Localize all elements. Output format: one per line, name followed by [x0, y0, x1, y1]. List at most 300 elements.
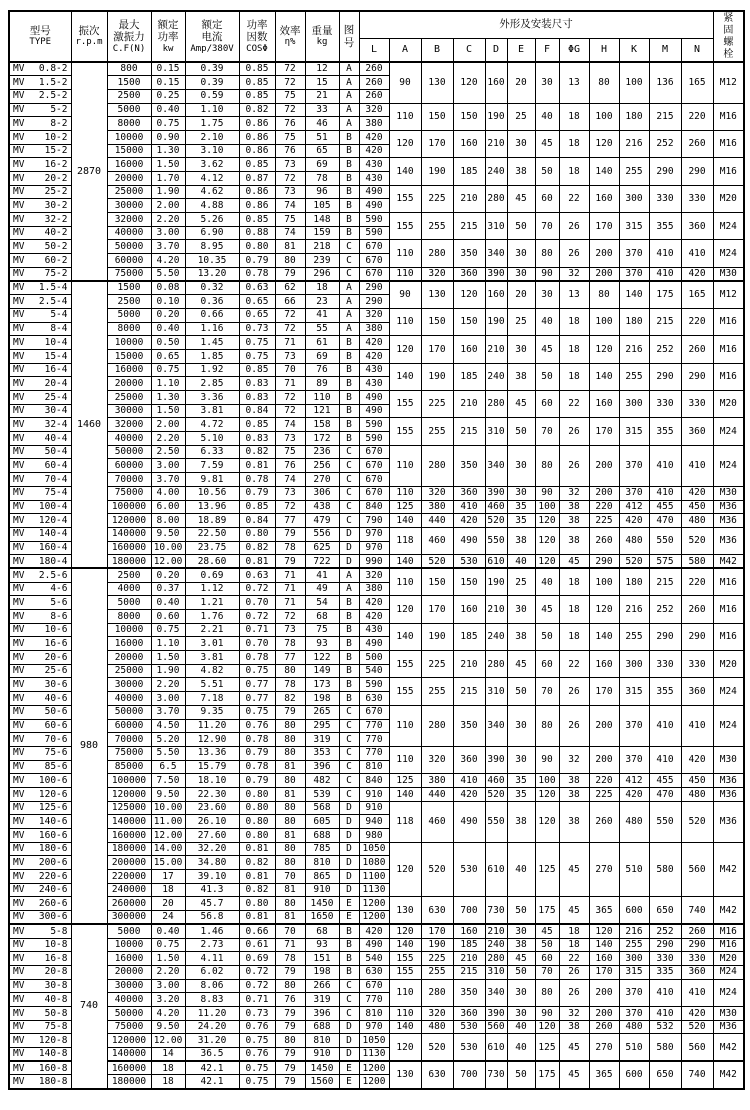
cell-cos: 0.72: [239, 979, 275, 993]
cell-cos: 0.81: [239, 459, 275, 473]
cell-figure: B: [339, 130, 359, 144]
cell-weight: 78: [305, 172, 339, 186]
cell-dim-a: 140: [389, 1020, 421, 1034]
cell-cos: 0.87: [239, 172, 275, 186]
cell-force: 10000: [107, 336, 151, 350]
cell-dim-l: 1080: [359, 856, 389, 870]
cell-dim-d: 240: [485, 363, 507, 390]
cell-bolt: M36: [713, 774, 744, 788]
cell-dim-b: 170: [421, 924, 453, 938]
cell-dim-b: 630: [421, 1061, 453, 1088]
cell-eff: 80: [275, 979, 305, 993]
table-row: [9, 568, 744, 582]
cell-dim-f: 50: [535, 938, 559, 952]
cell-dim-a: 110: [389, 746, 421, 773]
cell-force: 16000: [107, 637, 151, 651]
cell-power: 0.75: [151, 117, 185, 131]
cell-dim-c: 160: [453, 924, 485, 938]
cell-eff: 80: [275, 719, 305, 733]
cell-dim-φg: 38: [559, 787, 589, 801]
cell-eff: 73: [275, 349, 305, 363]
cell-dim-m: 550: [649, 527, 681, 554]
cell-dim-h: 170: [589, 965, 619, 979]
cell-dim-n: 360: [681, 678, 713, 705]
cell-weight: 910: [305, 883, 339, 897]
cell-power: 10.00: [151, 541, 185, 555]
cell-dim-h: 120: [589, 130, 619, 157]
cell-dim-φg: 45: [559, 842, 589, 897]
cell-dim-d: 280: [485, 651, 507, 678]
cell-dim-b: 150: [421, 308, 453, 335]
cell-type: MV 0.8-2: [9, 62, 71, 76]
cell-dim-f: 30: [535, 62, 559, 103]
cell-dim-n: 360: [681, 418, 713, 445]
cell-current: 15.79: [185, 760, 239, 774]
cell-figure: B: [339, 213, 359, 227]
cell-power: 0.75: [151, 623, 185, 637]
cell-bolt: M20: [713, 185, 744, 212]
cell-eff: 81: [275, 787, 305, 801]
cell-dim-l: 590: [359, 418, 389, 432]
cell-force: 60000: [107, 254, 151, 268]
cell-type: MV 10-6: [9, 623, 71, 637]
cell-dim-f: 90: [535, 746, 559, 773]
table-row: [9, 308, 744, 322]
cell-figure: C: [339, 473, 359, 487]
cell-cos: 0.86: [239, 185, 275, 199]
cell-dim-k: 216: [619, 336, 649, 363]
table-row: [9, 897, 744, 911]
cell-cos: 0.69: [239, 952, 275, 966]
cell-dim-b: 190: [421, 623, 453, 650]
cell-dim-l: 420: [359, 144, 389, 158]
cell-cos: 0.81: [239, 870, 275, 884]
cell-dim-c: 185: [453, 363, 485, 390]
cell-dim-h: 200: [589, 486, 619, 500]
cell-dim-d: 310: [485, 965, 507, 979]
cell-weight: 149: [305, 664, 339, 678]
cell-dim-m: 410: [649, 267, 681, 281]
cell-current: 11.20: [185, 1006, 239, 1020]
cell-type: MV 140-4: [9, 527, 71, 541]
cell-dim-φg: 18: [559, 596, 589, 623]
cell-figure: C: [339, 240, 359, 254]
cell-dim-m: 136: [649, 62, 681, 103]
cell-dim-e: 40: [507, 842, 535, 897]
cell-weight: 96: [305, 185, 339, 199]
cell-force: 10000: [107, 938, 151, 952]
cell-dim-h: 140: [589, 938, 619, 952]
cell-weight: 1450: [305, 1061, 339, 1075]
cell-dim-d: 280: [485, 185, 507, 212]
cell-dim-n: 290: [681, 363, 713, 390]
cell-force: 85000: [107, 760, 151, 774]
cell-current: 1.75: [185, 117, 239, 131]
cell-dim-m: 650: [649, 1061, 681, 1088]
cell-figure: A: [339, 295, 359, 309]
cell-dim-m: 290: [649, 363, 681, 390]
cell-weight: 353: [305, 746, 339, 760]
cell-dim-k: 370: [619, 705, 649, 746]
cell-power: 9.50: [151, 787, 185, 801]
cell-dim-f: 70: [535, 965, 559, 979]
cell-cos: 0.85: [239, 76, 275, 90]
cell-dim-n: 580: [681, 555, 713, 569]
cell-power: 18: [151, 883, 185, 897]
cell-dim-φg: 22: [559, 185, 589, 212]
cell-cos: 0.73: [239, 1006, 275, 1020]
cell-force: 8000: [107, 117, 151, 131]
cell-weight: 218: [305, 240, 339, 254]
header-dim-φg: ΦG: [559, 38, 589, 62]
cell-type: MV 25-4: [9, 391, 71, 405]
cell-type: MV 60-2: [9, 254, 71, 268]
cell-dim-n: 520: [681, 1020, 713, 1034]
table-row: [9, 842, 744, 856]
cell-dim-e: 25: [507, 103, 535, 130]
cell-dim-φg: 38: [559, 527, 589, 554]
cell-type: MV 60-6: [9, 719, 71, 733]
cell-eff: 81: [275, 240, 305, 254]
cell-dim-a: 140: [389, 363, 421, 390]
cell-bolt: M16: [713, 158, 744, 185]
cell-eff: 74: [275, 473, 305, 487]
cell-bolt: M16: [713, 130, 744, 157]
cell-dim-c: 410: [453, 774, 485, 788]
cell-dim-l: 380: [359, 322, 389, 336]
cell-eff: 72: [275, 76, 305, 90]
cell-cos: 0.82: [239, 445, 275, 459]
cell-weight: 1560: [305, 1075, 339, 1089]
cell-dim-a: 155: [389, 965, 421, 979]
cell-dim-l: 430: [359, 363, 389, 377]
table-row: [9, 924, 744, 938]
cell-eff: 79: [275, 965, 305, 979]
cell-dim-a: 155: [389, 391, 421, 418]
cell-force: 180000: [107, 842, 151, 856]
cell-type: MV 300-6: [9, 911, 71, 925]
cell-force: 125000: [107, 801, 151, 815]
cell-figure: D: [339, 870, 359, 884]
cell-dim-a: 140: [389, 555, 421, 569]
cell-current: 39.10: [185, 870, 239, 884]
cell-dim-c: 700: [453, 897, 485, 924]
table-row: [9, 130, 744, 144]
cell-eff: 81: [275, 883, 305, 897]
cell-force: 25000: [107, 664, 151, 678]
cell-dim-c: 160: [453, 130, 485, 157]
cell-type: MV 5-8: [9, 924, 71, 938]
cell-power: 14.00: [151, 842, 185, 856]
cell-type: MV 180-6: [9, 842, 71, 856]
cell-force: 50000: [107, 445, 151, 459]
cell-dim-h: 170: [589, 678, 619, 705]
cell-dim-b: 255: [421, 213, 453, 240]
cell-force: 260000: [107, 897, 151, 911]
cell-bolt: M42: [713, 1061, 744, 1088]
cell-current: 1.12: [185, 582, 239, 596]
cell-dim-l: 490: [359, 637, 389, 651]
cell-weight: 65: [305, 144, 339, 158]
cell-dim-l: 1130: [359, 1048, 389, 1062]
cell-dim-m: 330: [649, 185, 681, 212]
cell-power: 6.5: [151, 760, 185, 774]
cell-dim-l: 1050: [359, 1034, 389, 1048]
table-row: [9, 938, 744, 952]
cell-dim-b: 170: [421, 596, 453, 623]
cell-dim-d: 520: [485, 787, 507, 801]
cell-figure: E: [339, 911, 359, 925]
cell-current: 42.1: [185, 1061, 239, 1075]
cell-cos: 0.86: [239, 199, 275, 213]
header-dim-l: L: [359, 38, 389, 62]
cell-dim-b: 150: [421, 568, 453, 595]
cell-dim-f: 125: [535, 1034, 559, 1061]
cell-dim-f: 50: [535, 623, 559, 650]
cell-current: 34.80: [185, 856, 239, 870]
cell-dim-e: 30: [507, 924, 535, 938]
cell-dim-h: 170: [589, 213, 619, 240]
cell-weight: 396: [305, 1006, 339, 1020]
cell-type: MV 20-6: [9, 651, 71, 665]
cell-dim-a: 110: [389, 445, 421, 486]
header-power: 额定 功率 kw: [151, 11, 185, 62]
cell-dim-φg: 45: [559, 1061, 589, 1088]
cell-current: 24.20: [185, 1020, 239, 1034]
header-current: 额定 电流 Amp/380V: [185, 11, 239, 62]
cell-type: MV 10-4: [9, 336, 71, 350]
cell-dim-l: 490: [359, 391, 389, 405]
cell-type: MV 30-4: [9, 404, 71, 418]
cell-current: 2.85: [185, 377, 239, 391]
cell-cos: 0.71: [239, 623, 275, 637]
cell-dim-φg: 32: [559, 1006, 589, 1020]
cell-dim-a: 140: [389, 158, 421, 185]
cell-weight: 54: [305, 596, 339, 610]
cell-dim-h: 200: [589, 979, 619, 1006]
header-dim-n: N: [681, 38, 713, 62]
cell-dim-d: 280: [485, 952, 507, 966]
cell-dim-e: 38: [507, 938, 535, 952]
table-row: [9, 514, 744, 528]
cell-power: 3.70: [151, 240, 185, 254]
cell-dim-k: 315: [619, 965, 649, 979]
cell-cos: 0.83: [239, 377, 275, 391]
cell-dim-φg: 38: [559, 1020, 589, 1034]
cell-weight: 12: [305, 62, 339, 76]
cell-dim-b: 320: [421, 267, 453, 281]
cell-weight: 89: [305, 377, 339, 391]
cell-dim-f: 120: [535, 801, 559, 842]
cell-dim-h: 80: [589, 62, 619, 103]
cell-dim-f: 120: [535, 1020, 559, 1034]
table-row: [9, 774, 744, 788]
table-row: [9, 267, 744, 281]
cell-bolt: M36: [713, 801, 744, 842]
cell-dim-k: 480: [619, 801, 649, 842]
cell-weight: 198: [305, 965, 339, 979]
cell-dim-h: 100: [589, 568, 619, 595]
cell-current: 22.50: [185, 527, 239, 541]
cell-dim-m: 330: [649, 391, 681, 418]
cell-dim-b: 460: [421, 801, 453, 842]
cell-bolt: M16: [713, 568, 744, 595]
cell-bolt: M20: [713, 651, 744, 678]
cell-rpm: 1460: [71, 281, 107, 568]
cell-power: 0.65: [151, 349, 185, 363]
cell-current: 18.89: [185, 514, 239, 528]
cell-type: MV 125-6: [9, 801, 71, 815]
cell-dim-f: 90: [535, 486, 559, 500]
cell-bolt: M30: [713, 746, 744, 773]
cell-dim-l: 290: [359, 295, 389, 309]
cell-cos: 0.88: [239, 226, 275, 240]
cell-weight: 122: [305, 651, 339, 665]
cell-dim-d: 210: [485, 924, 507, 938]
cell-eff: 81: [275, 829, 305, 843]
cell-dim-e: 38: [507, 158, 535, 185]
cell-bolt: M42: [713, 897, 744, 924]
cell-type: MV 8-6: [9, 610, 71, 624]
cell-dim-e: 25: [507, 308, 535, 335]
cell-cos: 0.63: [239, 568, 275, 582]
cell-force: 75000: [107, 486, 151, 500]
cell-cos: 0.85: [239, 418, 275, 432]
cell-power: 6.00: [151, 500, 185, 514]
cell-eff: 77: [275, 514, 305, 528]
cell-weight: 172: [305, 432, 339, 446]
cell-type: MV 180-8: [9, 1075, 71, 1089]
cell-dim-l: 490: [359, 404, 389, 418]
cell-dim-b: 225: [421, 391, 453, 418]
cell-dim-l: 630: [359, 692, 389, 706]
cell-weight: 61: [305, 336, 339, 350]
cell-dim-l: 1130: [359, 883, 389, 897]
cell-dim-m: 532: [649, 1020, 681, 1034]
cell-eff: 62: [275, 281, 305, 295]
cell-dim-φg: 18: [559, 623, 589, 650]
cell-dim-a: 120: [389, 130, 421, 157]
cell-eff: 71: [275, 596, 305, 610]
cell-dim-n: 360: [681, 213, 713, 240]
cell-dim-n: 450: [681, 500, 713, 514]
cell-dim-m: 175: [649, 281, 681, 308]
cell-force: 240000: [107, 883, 151, 897]
cell-type: MV 15-2: [9, 144, 71, 158]
cell-power: 0.37: [151, 582, 185, 596]
cell-dim-l: 970: [359, 1020, 389, 1034]
cell-eff: 80: [275, 897, 305, 911]
cell-current: 2.10: [185, 130, 239, 144]
cell-power: 1.50: [151, 952, 185, 966]
cell-dim-k: 420: [619, 514, 649, 528]
cell-dim-l: 430: [359, 623, 389, 637]
cell-bolt: M16: [713, 596, 744, 623]
cell-power: 1.10: [151, 377, 185, 391]
cell-dim-b: 460: [421, 527, 453, 554]
table-row: [9, 363, 744, 377]
cell-dim-l: 980: [359, 829, 389, 843]
cell-force: 25000: [107, 185, 151, 199]
cell-current: 0.59: [185, 89, 239, 103]
cell-figure: A: [339, 117, 359, 131]
cell-dim-k: 300: [619, 391, 649, 418]
cell-dim-c: 360: [453, 746, 485, 773]
cell-dim-d: 340: [485, 705, 507, 746]
cell-dim-φg: 18: [559, 103, 589, 130]
cell-figure: A: [339, 62, 359, 76]
cell-dim-e: 50: [507, 213, 535, 240]
cell-dim-c: 350: [453, 705, 485, 746]
cell-cos: 0.81: [239, 842, 275, 856]
cell-force: 30000: [107, 199, 151, 213]
cell-dim-h: 365: [589, 1061, 619, 1088]
cell-eff: 79: [275, 1006, 305, 1020]
cell-figure: C: [339, 514, 359, 528]
cell-dim-k: 412: [619, 500, 649, 514]
table-row: [9, 486, 744, 500]
cell-figure: C: [339, 1006, 359, 1020]
cell-dim-f: 80: [535, 445, 559, 486]
cell-dim-f: 90: [535, 1006, 559, 1020]
cell-weight: 46: [305, 117, 339, 131]
cell-weight: 75: [305, 623, 339, 637]
cell-current: 1.21: [185, 596, 239, 610]
cell-weight: 21: [305, 89, 339, 103]
cell-dim-a: 120: [389, 842, 421, 897]
cell-dim-n: 560: [681, 1034, 713, 1061]
cell-power: 10.00: [151, 801, 185, 815]
cell-force: 16000: [107, 158, 151, 172]
cell-power: 4.50: [151, 719, 185, 733]
cell-dim-l: 320: [359, 568, 389, 582]
cell-eff: 80: [275, 664, 305, 678]
cell-cos: 0.85: [239, 62, 275, 76]
cell-dim-n: 740: [681, 1061, 713, 1088]
cell-current: 13.96: [185, 500, 239, 514]
cell-dim-n: 410: [681, 240, 713, 267]
cell-dim-l: 290: [359, 281, 389, 295]
table-row: [9, 1006, 744, 1020]
cell-eff: 73: [275, 185, 305, 199]
cell-dim-φg: 18: [559, 938, 589, 952]
cell-eff: 66: [275, 295, 305, 309]
cell-figure: B: [339, 692, 359, 706]
cell-dim-φg: 22: [559, 651, 589, 678]
cell-power: 4.20: [151, 1006, 185, 1020]
cell-dim-m: 330: [649, 651, 681, 678]
cell-cos: 0.75: [239, 1034, 275, 1048]
cell-dim-b: 520: [421, 842, 453, 897]
cell-power: 7.50: [151, 774, 185, 788]
cell-figure: C: [339, 267, 359, 281]
cell-dim-l: 840: [359, 500, 389, 514]
cell-weight: 15: [305, 76, 339, 90]
cell-figure: B: [339, 363, 359, 377]
cell-eff: 82: [275, 692, 305, 706]
cell-dim-c: 410: [453, 500, 485, 514]
cell-current: 3.10: [185, 144, 239, 158]
cell-figure: B: [339, 172, 359, 186]
cell-dim-f: 70: [535, 418, 559, 445]
cell-eff: 72: [275, 391, 305, 405]
cell-dim-h: 160: [589, 185, 619, 212]
cell-figure: C: [339, 787, 359, 801]
cell-cos: 0.78: [239, 267, 275, 281]
cell-type: MV 32-2: [9, 213, 71, 227]
cell-dim-f: 120: [535, 787, 559, 801]
cell-cos: 0.80: [239, 801, 275, 815]
